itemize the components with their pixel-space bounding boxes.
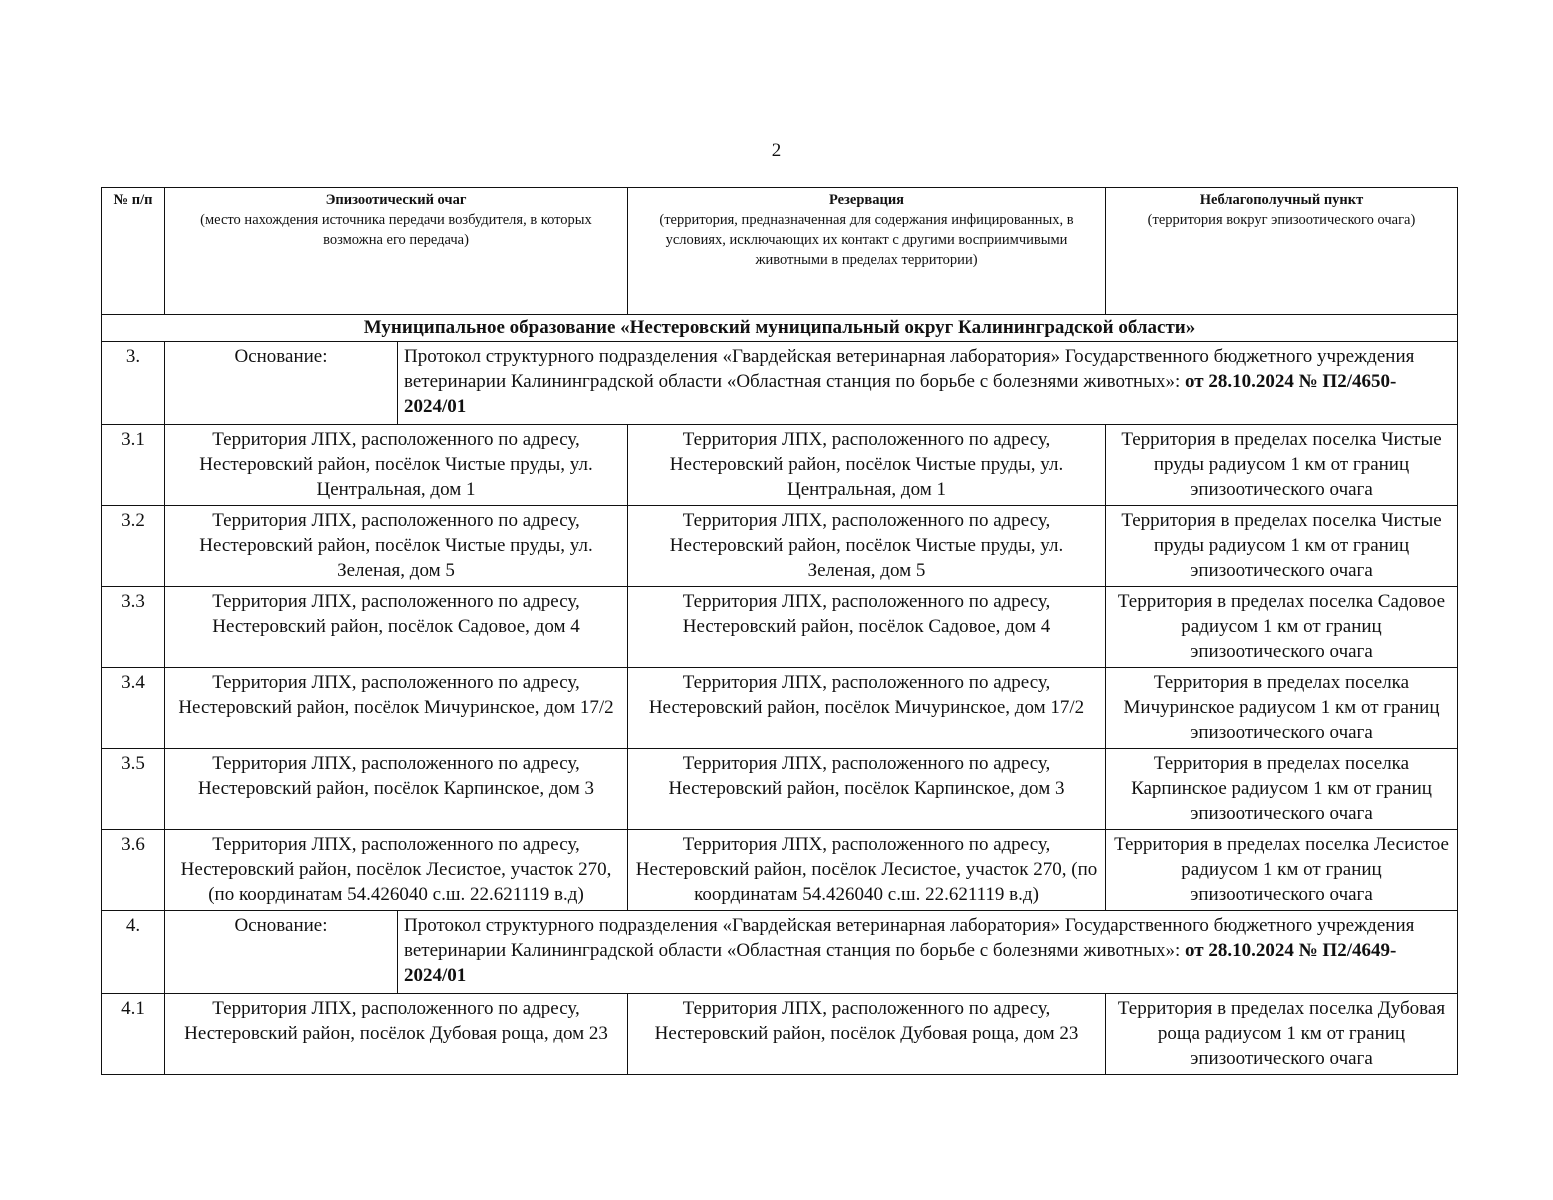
row-number: 3.4 (102, 668, 165, 749)
reservation-cell: Территория ЛПХ, расположенного по адресу, Нестеровский район, посёлок Чистые пруды, ул. Зеленая, дом 5 (628, 506, 1106, 587)
header-row (102, 188, 1458, 315)
focus-cell: Территория ЛПХ, расположенного по адресу, Нестеровский район, посёлок Садовое, дом 4 (165, 587, 628, 668)
row-number: 3.1 (102, 425, 165, 506)
table-row (102, 506, 1458, 587)
row-number: 3.3 (102, 587, 165, 668)
focus-cell: Территория ЛПХ, расположенного по адресу, Нестеровский район, посёлок Чистые пруды, ул. Зеленая, дом 5 (165, 506, 628, 587)
row-number: 3.6 (102, 830, 165, 911)
focus-cell: Территория ЛПХ, расположенного по адресу, Нестеровский район, посёлок Лесистое, участок 270, (по координатам 54.426040 с.ш. 22.621119 в.д) (165, 830, 628, 911)
table-row (102, 994, 1458, 1075)
reservation-cell: Территория ЛПХ, расположенного по адресу, Нестеровский район, посёлок Карпинское, дом 3 (628, 749, 1106, 830)
reservation-cell: Территория ЛПХ, расположенного по адресу, Нестеровский район, посёлок Чистые пруды, ул. Центральная, дом 1 (628, 425, 1106, 506)
basis-text (398, 342, 1458, 425)
basis-label: Основание: (165, 911, 398, 994)
municipality-row (102, 315, 1458, 342)
unsafe-point-cell: Территория в пределах поселка Чистые пруды радиусом 1 км от границ эпизоотического очага (1106, 506, 1458, 587)
municipality-title: Муниципальное образование «Нестеровский муниципальный округ Калининградской области» (102, 315, 1458, 342)
table-row (102, 749, 1458, 830)
basis-protocol-text: Протокол структурного подразделения «Гвардейская ветеринарная лаборатория» Государственного бюджетного учреждения ветеринарии Калининградской области «Областная станция по борьбе с болезнями животных»: (404, 346, 1415, 392)
reservation-cell: Территория ЛПХ, расположенного по адресу, Нестеровский район, посёлок Лесистое, участок 270, (по координатам 54.426040 с.ш. 22.621119 в.д) (628, 830, 1106, 911)
row-number: 3.5 (102, 749, 165, 830)
header-unsafe-point: Неблагополучный пункт (территория вокруг эпизоотического очага) (1106, 188, 1458, 315)
basis-row (102, 342, 1458, 425)
row-number: 4.1 (102, 994, 165, 1075)
table-row (102, 425, 1458, 506)
unsafe-point-cell: Территория в пределах поселка Чистые пруды радиусом 1 км от границ эпизоотического очага (1106, 425, 1458, 506)
reservation-cell: Территория ЛПХ, расположенного по адресу, Нестеровский район, посёлок Дубовая роща, дом 23 (628, 994, 1106, 1075)
header-num: № п/п (102, 188, 165, 315)
focus-cell: Территория ЛПХ, расположенного по адресу, Нестеровский район, посёлок Карпинское, дом 3 (165, 749, 628, 830)
zones-table (101, 187, 1458, 1075)
basis-protocol-ref: от 28.10.2024 № П2/4649-2024/01 (404, 940, 1397, 986)
basis-text (398, 911, 1458, 994)
table-row (102, 587, 1458, 668)
section-number: 3. (102, 342, 165, 425)
focus-cell: Территория ЛПХ, расположенного по адресу, Нестеровский район, посёлок Чистые пруды, ул. Центральная, дом 1 (165, 425, 628, 506)
table-row (102, 668, 1458, 749)
reservation-cell: Территория ЛПХ, расположенного по адресу, Нестеровский район, посёлок Садовое, дом 4 (628, 587, 1106, 668)
unsafe-point-cell: Территория в пределах поселка Карпинское радиусом 1 км от границ эпизоотического очага (1106, 749, 1458, 830)
basis-row (102, 911, 1458, 994)
unsafe-point-cell: Территория в пределах поселка Дубовая роща радиусом 1 км от границ эпизоотического очага (1106, 994, 1458, 1075)
unsafe-point-cell: Территория в пределах поселка Мичуринское радиусом 1 км от границ эпизоотического очага (1106, 668, 1458, 749)
row-number: 3.2 (102, 506, 165, 587)
focus-cell: Территория ЛПХ, расположенного по адресу, Нестеровский район, посёлок Мичуринское, дом 17/2 (165, 668, 628, 749)
unsafe-point-cell: Территория в пределах поселка Садовое радиусом 1 км от границ эпизоотического очага (1106, 587, 1458, 668)
header-focus: Эпизоотический очаг (место нахождения источника передачи возбудителя, в которых возможна его передача) (165, 188, 628, 315)
section-number: 4. (102, 911, 165, 994)
basis-protocol-text: Протокол структурного подразделения «Гвардейская ветеринарная лаборатория» Государственного бюджетного учреждения ветеринарии Калининградской области «Областная станция по борьбе с болезнями животных»: (404, 915, 1415, 961)
table-row (102, 830, 1458, 911)
header-reservation: Резервация (территория, предназначенная для содержания инфицированных, в условиях, исключающих их контакт с другими восприимчивыми животными в пределах территории) (628, 188, 1106, 315)
basis-protocol-ref: от 28.10.2024 № П2/4650-2024/01 (404, 371, 1397, 417)
focus-cell: Территория ЛПХ, расположенного по адресу, Нестеровский район, посёлок Дубовая роща, дом 23 (165, 994, 628, 1075)
page-number: 2 (771, 140, 782, 161)
unsafe-point-cell: Территория в пределах поселка Лесистое радиусом 1 км от границ эпизоотического очага (1106, 830, 1458, 911)
basis-label: Основание: (165, 342, 398, 425)
reservation-cell: Территория ЛПХ, расположенного по адресу, Нестеровский район, посёлок Мичуринское, дом 17/2 (628, 668, 1106, 749)
